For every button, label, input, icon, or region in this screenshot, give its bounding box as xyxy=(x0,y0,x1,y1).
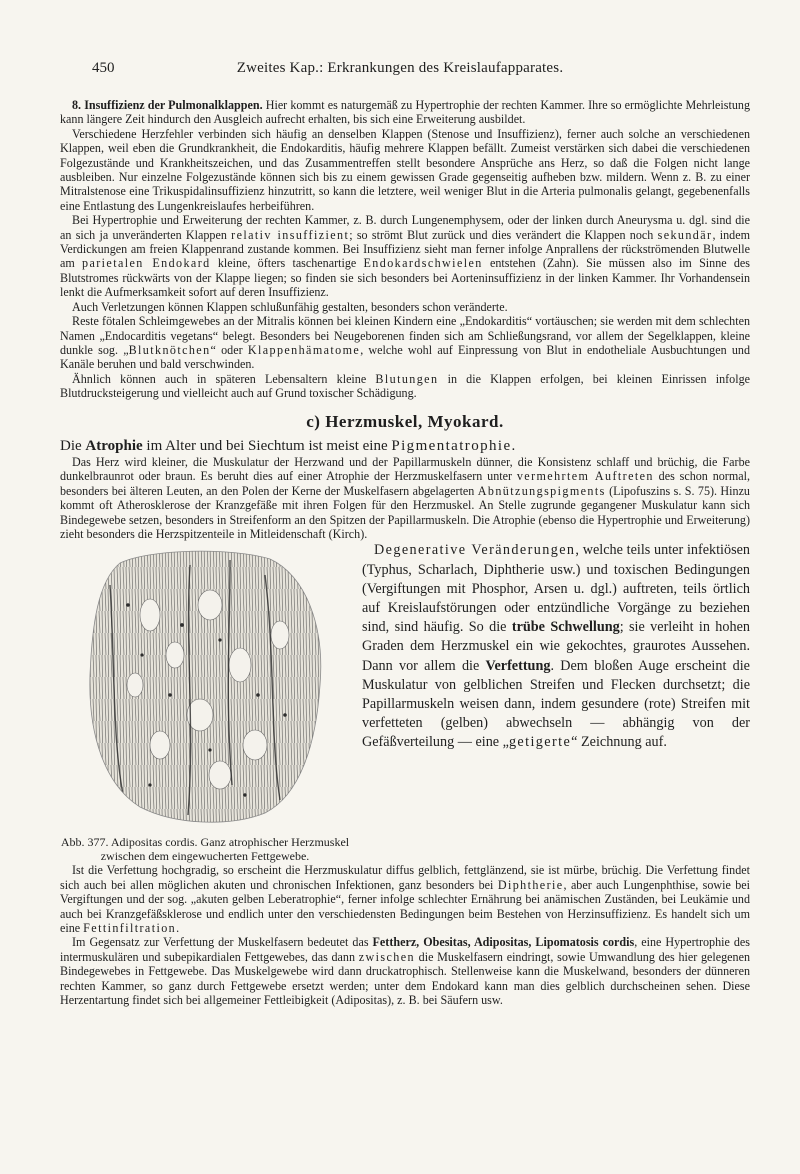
paragraph-combined-defects: Verschiedene Herzfehler verbinden sich häufig an denselben Klappen (Stenose und Insuffizienz), ferner auch solche an verschiedenen Klappen, weil eben die Grundkrankheit, die Endokarditis, häufig mehrere Klappen befällt. Zumeist verstärken sich dabei die verschiedenen Folgezustände und Krankheitszeichen, und das Zusammentreffen stellt besondere Ansprüche ans Herz, so daß die Folgen nicht lange ausbleiben. Nur einzelne Folgezustände können sich bis zu einem gewissen Grade gegenseitig aufheben bzw. mildern. Wenn z. B. zu einer Mitralstenose eine Trikuspidalinsuffizienz hinzutritt, so kann die letztere, weil weniger Blut in die Arteria pulmonalis gelangt, gegebenenfalls eine Entlastung des Lungenkreislaufes herbeiführen. xyxy=(60,126,750,213)
subsection-heading: 8. Insuffizienz der Pulmonalklappen. xyxy=(72,98,263,112)
histology-image xyxy=(80,545,330,827)
paragraph-pulmonal-insufficiency: 8. Insuffizienz der Pulmonalklappen. Hier kommt es naturgemäß zu Hypertrophie der rechten Kammer. Ihre so ermöglichte Mehrleistung kann längere Zeit hindurch den Ausgleich aufrecht erhalten, bis sich eine Erweiterung ausbildet. xyxy=(60,98,750,127)
paragraph-fetal-remnants: Reste fötalen Schleimgewebes an der Mitralis können bei kleinen Kindern eine „Endokarditis“ vortäuschen; sie werden mit dem schlechten Namen „Endocarditis vegetans“ belegt. Besonders bei Neugeborenen finden sich am Schließungsrand, vor allem der Segelklappen, kleine dunkle sog. „Blutknötchen“ oder Klappenhämatome, welche wohl auf Einpressung von Blut in endotheliale Ausbuchtungen und Kanäle beruhen und bald verschwinden. xyxy=(60,314,750,372)
section-heading: c) Herzmuskel, Myokard. xyxy=(306,411,504,431)
paragraph-degenerative: Degenerative Veränderungen, welche teils unter infektiösen (Typhus, Scharlach, Diphtherie usw.) und toxischen Bedingungen (Vergiftungen mit Phosphor, Arsen u. dgl.) auftreten, teils örtlich auf Kreislaufstörungen oder entzündliche Vorgänge zu beziehen sind, sind häufig. So die trübe Schwellung; sie verleiht in hohen Graden dem Herzmuskel ein wie gekochtes, graurotes Aussehen. Dann vor allem die Verfettung. Dem bloßen Auge erscheint die Muskulatur von gelblichen Streifen und Flecken durchsetzt; die Papillarmuskeln weisen dann, indem gesundere (rote) Streifen mit verfetteten (gelben) abwechseln — abhängig von der Gefäßverteilung — eine „getigerte“ Zeichnung auf. xyxy=(362,542,750,751)
running-header xyxy=(0,60,800,84)
paragraph-fatty-degeneration: Ist die Verfettung hochgradig, so erscheint die Herzmuskulatur diffus gelblich, fettglänzend, sie ist mürbe, brüchig. Die Verfettung findet sich auch bei allen möglichen akuten und chronischen Infektionen, ganz besonders bei Diphtherie, aber auch Lungenphthise, sowie bei Vergiftungen und der sog. „akuten gelben Leberatrophie“, ferner infolge schlechter Ernährung bei anämischen Zuständen, bei Leukämie und auch bei Kranzgefäßsklerose und endlich unter den verschiedensten Bedingungen beim Bestehen von Herzinsuffizienz. Es handelt sich um eine Fettinfiltration. xyxy=(60,863,751,935)
paragraph-relative-insufficiency: Bei Hypertrophie und Erweiterung der rechten Kammer, z. B. durch Lungenemphysem, oder der linken durch Aneurysma u. dgl. sind die an sich ja unveränderten Klappen relativ insuffizient; so strömt Blut zurück und dies verändert die Klappen noch sekundär, indem Verdickungen am freien Klappenrand zustande kommen. Bei Insuffizienz sieht man ferner infolge Anprallens der rückströmenden Blutwelle am parietalen Endokard kleine, öfters taschenartige Endokardschwielen entstehen (Zahn). Sie müssen also im Sinne des Blutstromes rückwärts von der Klappe liegen; so finden sie sich besonders bei Aorteninsuffizienz in der linken Kammer. Ihr Vorhandensein lenkt die Aufmerksamkeit sofort auf deren Insuffizienz. xyxy=(60,213,750,300)
paragraph-heart-atrophy: Das Herz wird kleiner, die Muskulatur der Herzwand und der Papillarmuskeln dünner, die Konsistenz schlaff und brüchig, die Farbe dunkelbraunrot oder braun. Es beruht dies auf einer Atrophie der Herzmuskelfasern unter vermehrtem Auftreten des schon normal, besonders bei älteren Leuten, an den Polen der Kerne der Muskelfasern abgelagerten Abnützungspigments (Lipofuszins s. S. 75). Hinzu kommt oft Atherosklerose der Kranzgefäße mit ihren Folgen für den Herzmuskel. An Stelle zugrunde gegangener Muskulatur kann sich Bindegewebe setzen, besonders in Streifenform an den Spitzen der Papillarmuskeln. Die Atrophie (ebenso die Hypertrophie und Erweiterung) zieht besonders die Herzspitzenteile in Mitleidenschaft (Kirch). xyxy=(60,454,750,541)
atrophy-statement: Die Atrophie im Alter und bei Siechtum ist meist eine Pigmentatrophie. xyxy=(60,437,516,454)
paragraph-injuries: Auch Verletzungen können Klappen schlußunfähig gestalten, besonders schon veränderte. xyxy=(72,299,508,314)
page-number: 450 xyxy=(92,60,115,76)
figure-wrap xyxy=(60,541,750,863)
running-title: Zweites Kap.: Erkrankungen des Kreislaufapparates. xyxy=(236,60,564,76)
figure-caption: Abb. 377. Adipositas cordis. Ganz atrophischer Herzmuskel zwischen dem eingewucherten Fettgewebe. xyxy=(60,835,350,864)
text-column xyxy=(60,98,750,1007)
paragraph-hemorrhages: Ähnlich können auch in späteren Lebensaltern kleine Blutungen in die Klappen erfolgen, bei kleinen Einrissen infolge Blutdrucksteigerung und vielleicht auch auf Grund toxischer Schädigung. xyxy=(60,371,750,401)
figure-377 xyxy=(60,545,350,863)
paragraph-fat-heart: Im Gegensatz zur Verfettung der Muskelfasern bedeutet das Fettherz, Obesitas, Adipositas, Lipomatosis cordis, eine Hypertrophie des intermuskulären und subepikardialen Fettgewebes, das dann zwischen die Muskelfasern eindringt, sowie Umwandlung des hier gelegenen Bindegewebes in Fettgewebe. Das Muskelgewebe wird dann druckatrophisch. Stellenweise kann die Muskelwand, besonders der dünneren rechten Kammer, so ganz durch Fettgewebe ersetzt werden; unter dem Endokard kann man dies gelblich durchscheinen sehen. Diese Herzentartung findet sich bei allgemeiner Fettleibigkeit (Adipositas), z. B. bei Säufern usw. xyxy=(60,935,750,1008)
